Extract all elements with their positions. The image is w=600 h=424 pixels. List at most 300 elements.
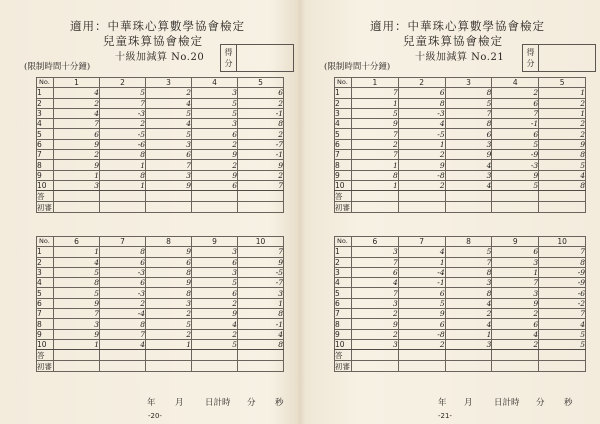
check-cell[interactable] (539, 202, 586, 213)
problem-number: 2 (352, 329, 399, 339)
problem-number: 6 (492, 129, 539, 139)
table-row (335, 170, 586, 180)
row-number: 10 (335, 180, 352, 190)
problem-number: 3 (352, 339, 399, 349)
column-header: 7 (398, 237, 445, 247)
check-cell[interactable] (398, 202, 445, 213)
problem-number: 1 (539, 108, 586, 118)
problem-number: 7 (352, 88, 399, 98)
problem-number: 8 (100, 150, 146, 160)
page-number: -20- (148, 412, 162, 420)
problem-number: 2 (54, 150, 100, 160)
table-row (37, 88, 284, 98)
answer-label: 答 (335, 191, 352, 202)
problem-number: 4 (54, 108, 100, 118)
row-number: 4 (37, 278, 54, 288)
row-number: 4 (335, 119, 352, 129)
row-number: 6 (335, 298, 352, 308)
title-line-1: 適用：中華珠心算數學協會檢定 (70, 19, 245, 33)
problem-number: 1 (539, 88, 586, 98)
row-number: 10 (37, 180, 54, 190)
answer-cell[interactable] (192, 191, 238, 202)
problem-number: -4 (398, 267, 445, 277)
column-header: 4 (492, 78, 539, 88)
row-number: 3 (37, 267, 54, 277)
row-number: 2 (37, 257, 54, 267)
problem-number: -9 (539, 267, 586, 277)
problem-number: -3 (100, 288, 146, 298)
table-row (37, 257, 284, 267)
problem-number: 8 (352, 170, 399, 180)
problem-number: -1 (238, 150, 284, 160)
table-row (335, 339, 586, 349)
answer-cell[interactable] (100, 350, 146, 361)
problem-number: 6 (100, 257, 146, 267)
problem-number: 8 (238, 119, 284, 129)
answer-cell[interactable] (146, 191, 192, 202)
problem-number: -4 (100, 309, 146, 319)
date-field-label: 分 (536, 398, 545, 408)
problem-number: 4 (445, 160, 492, 170)
problem-number: 5 (398, 298, 445, 308)
problem-number: 3 (146, 298, 192, 308)
problem-number: 2 (492, 339, 539, 349)
problem-number: 7 (352, 288, 399, 298)
row-number: 9 (335, 329, 352, 339)
problem-number: 1 (54, 247, 100, 257)
problem-number: 2 (54, 98, 100, 108)
problem-number: 2 (192, 298, 238, 308)
problem-number: 3 (352, 247, 399, 257)
problem-number: 6 (192, 180, 238, 190)
problem-number: 1 (100, 160, 146, 170)
problem-number: 6 (492, 247, 539, 257)
problem-number: 3 (352, 298, 399, 308)
title-line-2: 兒童珠算協會檢定 (403, 34, 503, 48)
problem-number: -3 (100, 108, 146, 118)
column-header: 9 (192, 237, 238, 247)
table-row (335, 288, 586, 298)
answer-cell[interactable] (445, 350, 492, 361)
answer-label: 答 (335, 350, 352, 361)
answer-row (335, 191, 586, 202)
check-cell[interactable] (352, 361, 399, 372)
table-row (335, 88, 586, 98)
row-number: 7 (335, 150, 352, 160)
check-cell[interactable] (54, 361, 100, 372)
problem-number: 5 (192, 98, 238, 108)
table-row (37, 288, 284, 298)
problem-number: 9 (492, 170, 539, 180)
row-number: 7 (335, 309, 352, 319)
problem-number: 7 (445, 257, 492, 267)
column-header: 9 (492, 237, 539, 247)
table-row (335, 329, 586, 339)
table-row (37, 339, 284, 349)
problem-number: 6 (445, 129, 492, 139)
problem-number: 2 (398, 180, 445, 190)
problem-number: 2 (539, 119, 586, 129)
problem-number: 3 (492, 257, 539, 267)
answer-cell[interactable] (238, 191, 284, 202)
problem-number: 9 (398, 309, 445, 319)
problem-number: 6 (192, 257, 238, 267)
problem-number: 9 (238, 160, 284, 170)
problem-number: 4 (238, 329, 284, 339)
problem-number: 1 (146, 339, 192, 349)
answer-cell[interactable] (398, 191, 445, 202)
no-header: No. (37, 78, 54, 88)
problem-number: 3 (238, 288, 284, 298)
problem-number: 5 (146, 129, 192, 139)
problem-number: 9 (539, 139, 586, 149)
problem-number: 8 (100, 319, 146, 329)
check-cell[interactable] (192, 202, 238, 213)
table-row (335, 278, 586, 288)
problem-number: -9 (492, 150, 539, 160)
problem-number: 4 (398, 247, 445, 257)
problem-number: 3 (445, 139, 492, 149)
date-field-label: 日計時 (494, 398, 520, 408)
table-row (37, 329, 284, 339)
column-header: 6 (54, 237, 100, 247)
date-field-label: 秒 (275, 398, 284, 408)
check-cell[interactable] (238, 361, 284, 372)
problem-number: 4 (54, 257, 100, 267)
problem-number: 8 (100, 247, 146, 257)
problem-number: 3 (146, 170, 192, 180)
problem-table-6-10 (36, 236, 284, 372)
problem-number: -8 (398, 329, 445, 339)
problem-number: 1 (238, 298, 284, 308)
answer-cell[interactable] (54, 350, 100, 361)
test-name: 十級加減算 No.21 (415, 52, 505, 63)
problem-number: 6 (146, 257, 192, 267)
problem-number: 7 (352, 129, 399, 139)
problem-number: -8 (398, 170, 445, 180)
row-number: 10 (37, 339, 54, 349)
row-number: 8 (37, 319, 54, 329)
answer-cell[interactable] (146, 350, 192, 361)
problem-number: 8 (238, 339, 284, 349)
table-row (37, 98, 284, 108)
header-row (335, 78, 586, 88)
no-header: No. (335, 237, 352, 247)
problem-number: 6 (100, 278, 146, 288)
problem-number: 4 (398, 119, 445, 129)
check-cell[interactable] (100, 202, 146, 213)
problem-number: 2 (539, 98, 586, 108)
answer-cell[interactable] (352, 350, 399, 361)
row-number: 8 (335, 160, 352, 170)
problem-number: 2 (238, 98, 284, 108)
table-row (37, 298, 284, 308)
problem-number: 9 (146, 247, 192, 257)
problem-number: 5 (54, 288, 100, 298)
answer-row (37, 350, 284, 361)
problem-number: 7 (146, 160, 192, 170)
problem-number: 8 (539, 150, 586, 160)
problem-number: -7 (238, 139, 284, 149)
test-name: 十級加減算 No.20 (115, 52, 205, 63)
column-header: 8 (445, 237, 492, 247)
table-row (335, 180, 586, 190)
problem-number: 9 (192, 150, 238, 160)
problem-table-1-5 (36, 77, 284, 213)
problem-number: 5 (445, 247, 492, 257)
table-row (37, 119, 284, 129)
problem-number: 4 (54, 88, 100, 98)
date-field-label: 秒 (564, 398, 573, 408)
table-row (335, 309, 586, 319)
row-number: 3 (37, 108, 54, 118)
problem-number: -3 (100, 267, 146, 277)
problem-number: 2 (352, 139, 399, 149)
title-line-2: 兒童珠算協會檢定 (103, 34, 203, 48)
check-cell[interactable] (352, 202, 399, 213)
answer-row (335, 350, 586, 361)
check-cell[interactable] (539, 361, 586, 372)
row-number: 4 (335, 278, 352, 288)
column-header: 3 (445, 78, 492, 88)
problem-number: 3 (445, 278, 492, 288)
problem-number: 3 (192, 267, 238, 277)
problem-number: 6 (398, 88, 445, 98)
problem-number: -9 (539, 278, 586, 288)
check-label: 初審 (335, 361, 350, 371)
problem-number: 7 (492, 278, 539, 288)
check-cell[interactable] (492, 202, 539, 213)
time-limit: (限制時間十分鐘) (324, 62, 391, 72)
problem-number: -2 (539, 298, 586, 308)
problem-number: 9 (54, 160, 100, 170)
problem-number: 2 (146, 309, 192, 319)
answer-cell[interactable] (492, 350, 539, 361)
check-row (37, 202, 284, 213)
check-cell[interactable] (100, 361, 146, 372)
check-cell[interactable] (146, 202, 192, 213)
answer-cell[interactable] (192, 350, 238, 361)
table-row (335, 319, 586, 329)
problem-number: 2 (445, 309, 492, 319)
column-header: 7 (100, 237, 146, 247)
table-row (37, 278, 284, 288)
row-number: 5 (37, 288, 54, 298)
score-label (221, 45, 237, 71)
row-number: 3 (335, 267, 352, 277)
problem-number: 7 (539, 309, 586, 319)
answer-label: 答 (37, 191, 54, 202)
problem-number: 5 (539, 329, 586, 339)
problem-number: 2 (539, 129, 586, 139)
problem-number: 4 (445, 298, 492, 308)
problem-number: 5 (54, 267, 100, 277)
problem-number: 7 (445, 108, 492, 118)
answer-cell[interactable] (539, 350, 586, 361)
row-number: 7 (37, 150, 54, 160)
score-input-area[interactable] (237, 45, 293, 71)
row-number: 5 (37, 129, 54, 139)
problem-number: 9 (238, 257, 284, 267)
problem-number: 7 (352, 257, 399, 267)
problem-number: 6 (54, 129, 100, 139)
problem-number: 1 (54, 339, 100, 349)
table-row (37, 150, 284, 160)
check-cell[interactable] (54, 202, 100, 213)
problem-number: 2 (352, 309, 399, 319)
problem-number: 5 (146, 108, 192, 118)
problem-number: 5 (352, 108, 399, 118)
date-field-label: 分 (247, 398, 256, 408)
row-number: 1 (335, 247, 352, 257)
problem-number: 2 (492, 88, 539, 98)
problem-number: 4 (352, 278, 399, 288)
answer-cell[interactable] (398, 350, 445, 361)
problem-number: 1 (352, 98, 399, 108)
check-cell[interactable] (398, 361, 445, 372)
no-header: No. (37, 237, 54, 247)
problem-number: 2 (100, 119, 146, 129)
answer-cell[interactable] (100, 191, 146, 202)
date-field-label: 年 (438, 398, 447, 408)
table-row (335, 108, 586, 118)
table-row (335, 150, 586, 160)
check-cell[interactable] (492, 361, 539, 372)
check-cell[interactable] (238, 202, 284, 213)
answer-row (37, 191, 284, 202)
score-label-char: 得 (224, 48, 233, 57)
problem-number: 7 (54, 309, 100, 319)
column-header: 2 (398, 78, 445, 88)
problem-number: 9 (54, 329, 100, 339)
problem-number: 7 (539, 247, 586, 257)
check-label: 初審 (335, 202, 350, 212)
table-row (335, 160, 586, 170)
check-cell[interactable] (146, 361, 192, 372)
problem-number: 7 (238, 180, 284, 190)
time-limit: (限制時間十分鐘) (24, 62, 91, 72)
date-field-label: 年 (147, 398, 156, 408)
problem-number: 1 (54, 170, 100, 180)
row-number: 5 (335, 288, 352, 298)
problem-number: 6 (492, 98, 539, 108)
answer-cell[interactable] (352, 191, 399, 202)
row-number: 9 (335, 170, 352, 180)
problem-number: 6 (398, 288, 445, 298)
check-cell[interactable] (192, 361, 238, 372)
table-row (37, 267, 284, 277)
table-row (37, 309, 284, 319)
row-number: 2 (335, 98, 352, 108)
problem-number: 5 (539, 160, 586, 170)
problem-number: 8 (146, 267, 192, 277)
problem-number: 9 (146, 180, 192, 190)
problem-number: 3 (492, 288, 539, 298)
problem-number: 1 (100, 180, 146, 190)
column-header: 10 (539, 237, 586, 247)
problem-number: 1 (492, 267, 539, 277)
problem-table-1-5 (334, 77, 586, 213)
problem-number: 5 (192, 108, 238, 118)
column-header: 3 (146, 78, 192, 88)
check-row (335, 361, 586, 372)
date-field-label: 月 (464, 398, 473, 408)
problem-number: 2 (146, 329, 192, 339)
answer-cell[interactable] (238, 350, 284, 361)
no-header: No. (335, 78, 352, 88)
score-label-char: 分 (526, 59, 535, 68)
problem-number: 4 (192, 319, 238, 329)
problem-number: 9 (54, 139, 100, 149)
row-number: 2 (37, 98, 54, 108)
row-number: 4 (37, 119, 54, 129)
problem-number: 8 (238, 309, 284, 319)
problem-number: 3 (54, 180, 100, 190)
row-number: 8 (335, 319, 352, 329)
problem-number: 6 (146, 150, 192, 160)
title-line-1: 適用：中華珠心算數學協會檢定 (370, 19, 545, 33)
problem-number: 5 (192, 339, 238, 349)
problem-number: 3 (54, 319, 100, 329)
problem-number: -1 (398, 278, 445, 288)
score-label-char: 得 (526, 48, 535, 57)
column-header: 4 (192, 78, 238, 88)
problem-number: -1 (238, 319, 284, 329)
problem-number: 3 (445, 170, 492, 180)
answer-cell[interactable] (539, 191, 586, 202)
problem-number: -6 (539, 288, 586, 298)
problem-number: 2 (192, 139, 238, 149)
problem-number: 8 (398, 98, 445, 108)
header-row (37, 78, 284, 88)
problem-number: 7 (54, 119, 100, 129)
problem-number: 8 (539, 257, 586, 267)
column-header: 2 (100, 78, 146, 88)
row-number: 6 (37, 139, 54, 149)
problem-number: 2 (398, 339, 445, 349)
problem-number: 7 (100, 329, 146, 339)
problem-number: 6 (352, 267, 399, 277)
row-number: 6 (335, 139, 352, 149)
problem-number: 9 (146, 278, 192, 288)
check-cell[interactable] (445, 361, 492, 372)
answer-cell[interactable] (54, 191, 100, 202)
row-number: 3 (335, 108, 352, 118)
problem-number: 2 (192, 329, 238, 339)
problem-number: 2 (146, 88, 192, 98)
page-number: -21- (438, 412, 452, 420)
problem-number: -3 (398, 108, 445, 118)
problem-number: 8 (445, 119, 492, 129)
problem-number: 7 (352, 150, 399, 160)
problem-number: -1 (238, 108, 284, 118)
score-input-area[interactable] (539, 45, 595, 71)
problem-number: 6 (492, 319, 539, 329)
problem-number: 3 (192, 119, 238, 129)
check-cell[interactable] (445, 202, 492, 213)
row-number: 1 (37, 88, 54, 98)
check-row (37, 361, 284, 372)
problem-number: -1 (492, 119, 539, 129)
table-row (37, 139, 284, 149)
table-row (335, 129, 586, 139)
problem-number: 8 (146, 288, 192, 298)
answer-cell[interactable] (445, 191, 492, 202)
answer-cell[interactable] (492, 191, 539, 202)
problem-number: 4 (146, 98, 192, 108)
column-header: 10 (238, 237, 284, 247)
column-header: 6 (352, 237, 399, 247)
